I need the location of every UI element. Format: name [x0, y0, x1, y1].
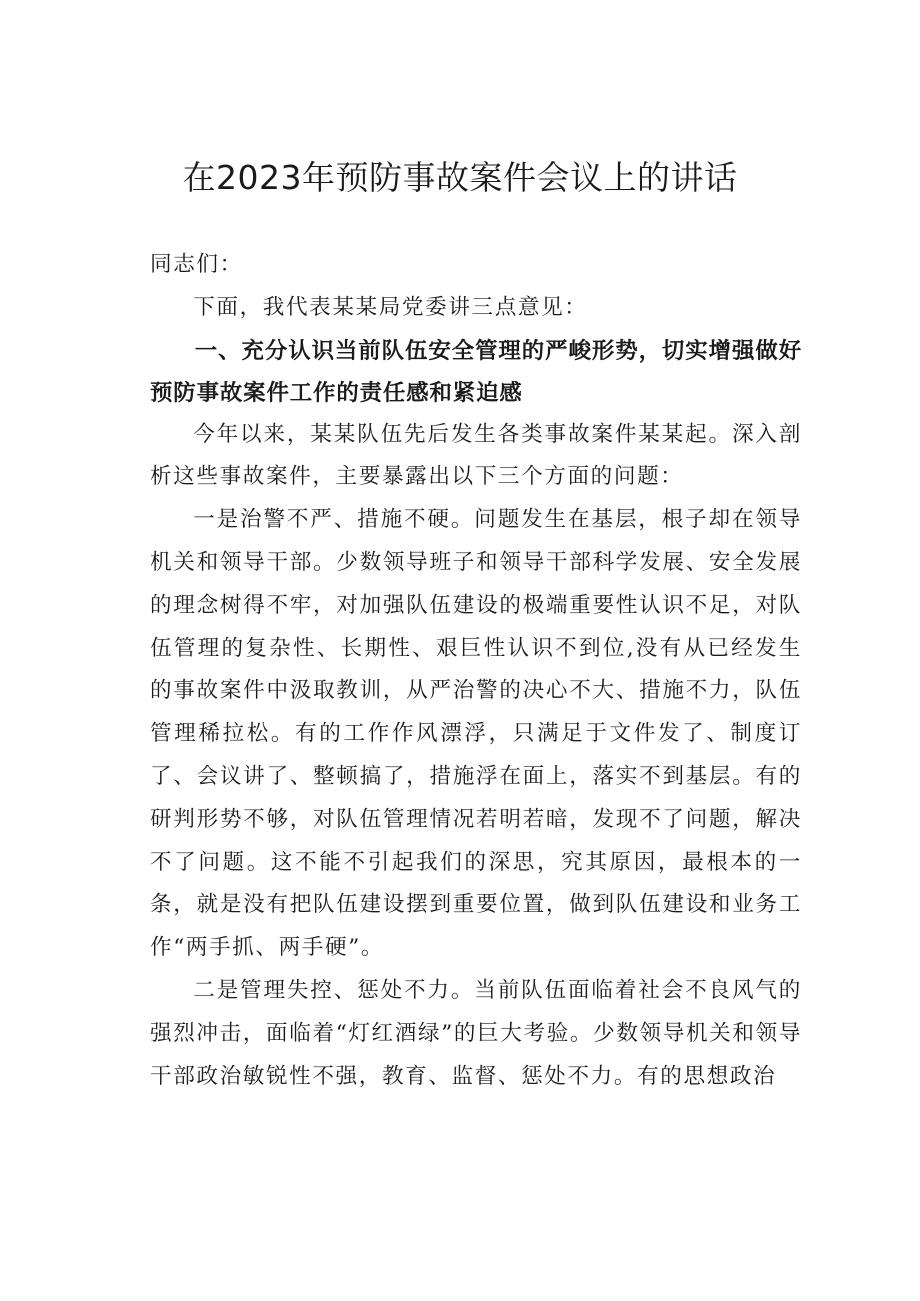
salutation: 同志们： [150, 252, 243, 277]
section-heading-1: 一、充分认识当前队伍安全管理的严峻形势，切实增强做好预防事故案件工作的责任感和紧迫感 [150, 337, 802, 406]
document-body [150, 244, 802, 1098]
body-paragraph-3: 二是管理失控、惩处不力。当前队伍面临着社会不良风气的强烈冲击，面临着“灯红酒绿”的巨大考验。少数领导机关和领导干部政治敏锐性不强，教育、监督、惩处不力。有的思想政治 [150, 977, 802, 1089]
document-title: 在2023年预防事故案件会议上的讲话 [182, 158, 738, 197]
intro-paragraph: 下面，我代表某某局党委讲三点意见： [193, 294, 588, 320]
body-paragraph-1: 今年以来，某某队伍先后发生各类事故案件某某起。深入剖析这些事故案件，主要暴露出以下三个方面的问题： [150, 421, 802, 490]
body-paragraph-2: 一是治警不严、措施不硬。问题发生在基层，根子却在领导机关和领导干部。少数领导班子和领导干部科学发展、安全发展的理念树得不牢，对加强队伍建设的极端重要性认识不足，对队伍管理的复杂性、长期性、艰巨性认识不到位,没有从已经发生的事故案件中汲取教训，从严治警的决心不大、措施不力，队伍管理稀拉松。有的工作作风漂浮，只满足于文件发了、制度订了、会议讲了、整顿搞了，措施浮在面上，落实不到基层。有的研判形势不够，对队伍管理情况若明若暗，发现不了问题，解决不了问题。这不能不引起我们的深思，究其原因，最根本的一条，就是没有把队伍建设摆到重要位置，做到队伍建设和业务工作“两手抓、两手硬”。 [150, 507, 802, 961]
